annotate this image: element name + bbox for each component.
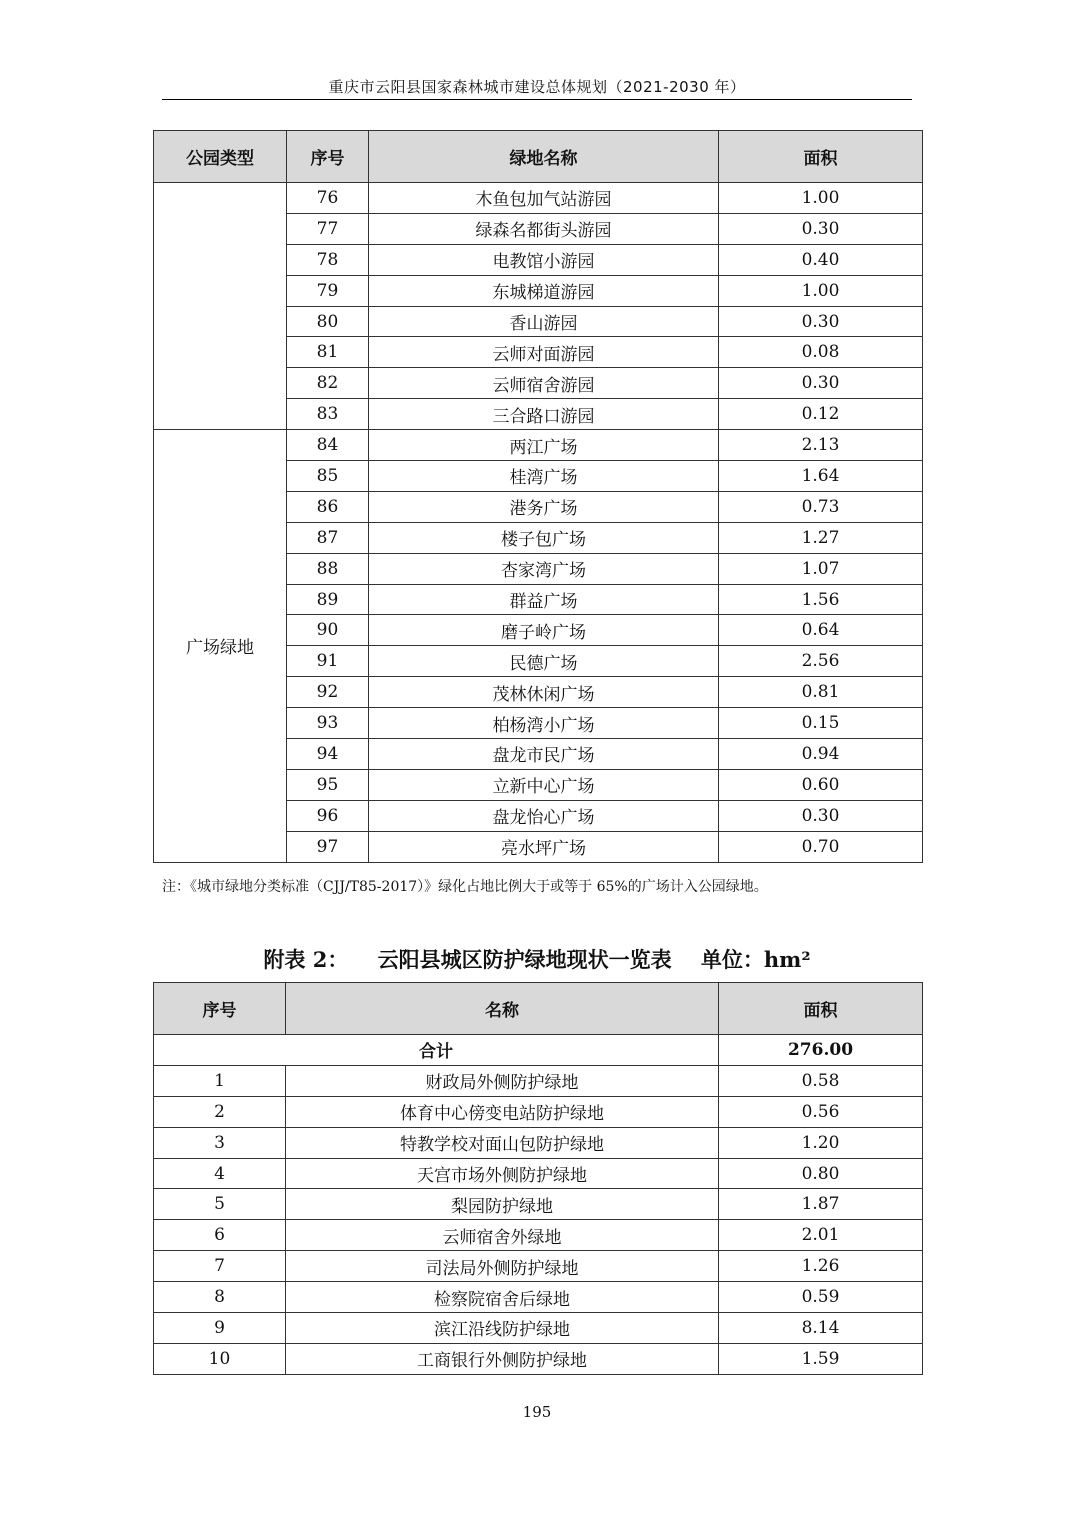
name-cell: 两江广场 bbox=[369, 430, 719, 461]
name-cell: 云师宿舍外绿地 bbox=[286, 1220, 719, 1251]
area-cell: 0.30 bbox=[719, 368, 923, 399]
table-header-row bbox=[154, 983, 923, 1035]
area-cell: 2.56 bbox=[719, 646, 923, 677]
number-cell: 87 bbox=[287, 522, 369, 553]
name-cell: 工商银行外侧防护绿地 bbox=[286, 1343, 719, 1374]
name-cell: 民德广场 bbox=[369, 646, 719, 677]
area-cell: 0.30 bbox=[719, 306, 923, 337]
number-cell: 4 bbox=[154, 1158, 286, 1189]
protective-greenland-table bbox=[153, 982, 923, 1375]
name-cell: 天宫市场外侧防护绿地 bbox=[286, 1158, 719, 1189]
area-cell: 0.30 bbox=[719, 213, 923, 244]
column-header-name: 名称 bbox=[286, 983, 719, 1035]
name-cell: 港务广场 bbox=[369, 491, 719, 522]
name-cell: 香山游园 bbox=[369, 306, 719, 337]
name-cell: 柏杨湾小广场 bbox=[369, 708, 719, 739]
table-row bbox=[154, 1343, 923, 1374]
name-cell: 三合路口游园 bbox=[369, 399, 719, 430]
table-caption: 附表 2： 云阳县城区防护绿地现状一览表 单位：hm² bbox=[263, 947, 811, 972]
table-row bbox=[154, 1189, 923, 1220]
name-cell: 云师对面游园 bbox=[369, 337, 719, 368]
number-cell: 2 bbox=[154, 1096, 286, 1127]
number-cell: 7 bbox=[154, 1251, 286, 1282]
name-cell: 绿森名都街头游园 bbox=[369, 213, 719, 244]
number-cell: 77 bbox=[287, 213, 369, 244]
column-header-number: 序号 bbox=[154, 983, 286, 1035]
page-number: 195 bbox=[522, 1403, 552, 1421]
table-row bbox=[154, 1065, 923, 1096]
number-cell: 83 bbox=[287, 399, 369, 430]
area-cell: 0.70 bbox=[719, 831, 923, 862]
area-cell: 1.26 bbox=[719, 1251, 923, 1282]
park-table bbox=[153, 130, 923, 863]
area-cell: 0.64 bbox=[719, 615, 923, 646]
name-cell: 滨江沿线防护绿地 bbox=[286, 1313, 719, 1344]
name-cell: 木鱼包加气站游园 bbox=[369, 183, 719, 214]
area-cell: 1.87 bbox=[719, 1189, 923, 1220]
name-cell: 亮水坪广场 bbox=[369, 831, 719, 862]
table-note: 注：《城市绿地分类标准（CJJ/T85-2017）》绿化占地比例大于或等于 65%的广场计入公园绿地。 bbox=[162, 879, 768, 895]
table-row bbox=[154, 1282, 923, 1313]
number-cell: 76 bbox=[287, 183, 369, 214]
name-cell: 立新中心广场 bbox=[369, 769, 719, 800]
total-label: 合计 bbox=[154, 1035, 719, 1066]
table-row bbox=[154, 1220, 923, 1251]
name-cell: 财政局外侧防护绿地 bbox=[286, 1065, 719, 1096]
name-cell: 东城梯道游园 bbox=[369, 275, 719, 306]
name-cell: 电教馆小游园 bbox=[369, 244, 719, 275]
number-cell: 82 bbox=[287, 368, 369, 399]
name-cell: 体育中心傍变电站防护绿地 bbox=[286, 1096, 719, 1127]
number-cell: 9 bbox=[154, 1313, 286, 1344]
number-cell: 86 bbox=[287, 491, 369, 522]
area-cell: 0.40 bbox=[719, 244, 923, 275]
area-cell: 1.27 bbox=[719, 522, 923, 553]
name-cell: 盘龙怡心广场 bbox=[369, 800, 719, 831]
area-cell: 1.07 bbox=[719, 553, 923, 584]
name-cell: 磨子岭广场 bbox=[369, 615, 719, 646]
name-cell: 群益广场 bbox=[369, 584, 719, 615]
area-cell: 0.60 bbox=[719, 769, 923, 800]
number-cell: 93 bbox=[287, 708, 369, 739]
area-cell: 0.56 bbox=[719, 1096, 923, 1127]
number-cell: 6 bbox=[154, 1220, 286, 1251]
area-cell: 0.30 bbox=[719, 800, 923, 831]
name-cell: 云师宿舍游园 bbox=[369, 368, 719, 399]
area-cell: 2.13 bbox=[719, 430, 923, 461]
name-cell: 楼子包广场 bbox=[369, 522, 719, 553]
number-cell: 8 bbox=[154, 1282, 286, 1313]
number-cell: 92 bbox=[287, 677, 369, 708]
number-cell: 97 bbox=[287, 831, 369, 862]
area-cell: 1.64 bbox=[719, 461, 923, 492]
area-cell: 0.59 bbox=[719, 1282, 923, 1313]
number-cell: 91 bbox=[287, 646, 369, 677]
area-cell: 2.01 bbox=[719, 1220, 923, 1251]
area-cell: 0.12 bbox=[719, 399, 923, 430]
park-type-cell: 广场绿地 bbox=[154, 430, 287, 862]
number-cell: 85 bbox=[287, 461, 369, 492]
name-cell: 检察院宿舍后绿地 bbox=[286, 1282, 719, 1313]
area-cell: 8.14 bbox=[719, 1313, 923, 1344]
header-rule bbox=[162, 99, 912, 100]
number-cell: 81 bbox=[287, 337, 369, 368]
total-value: 276.00 bbox=[719, 1035, 923, 1066]
name-cell: 桂湾广场 bbox=[369, 461, 719, 492]
table-header-row bbox=[154, 131, 923, 183]
column-header-number: 序号 bbox=[287, 131, 369, 183]
table-row bbox=[154, 183, 923, 214]
name-cell: 特教学校对面山包防护绿地 bbox=[286, 1127, 719, 1158]
table-row bbox=[154, 430, 923, 461]
table-row bbox=[154, 1251, 923, 1282]
area-cell: 0.73 bbox=[719, 491, 923, 522]
area-cell: 0.81 bbox=[719, 677, 923, 708]
total-row bbox=[154, 1035, 923, 1066]
area-cell: 0.58 bbox=[719, 1065, 923, 1096]
area-cell: 0.80 bbox=[719, 1158, 923, 1189]
running-header: 重庆市云阳县国家森林城市建设总体规划（2021-2030 年） bbox=[328, 78, 746, 96]
table-row bbox=[154, 1313, 923, 1344]
column-header-area: 面积 bbox=[719, 131, 923, 183]
column-header-park-type: 公园类型 bbox=[154, 131, 287, 183]
name-cell: 茂林休闲广场 bbox=[369, 677, 719, 708]
area-cell: 1.56 bbox=[719, 584, 923, 615]
name-cell: 盘龙市民广场 bbox=[369, 739, 719, 770]
name-cell: 杏家湾广场 bbox=[369, 553, 719, 584]
column-header-area: 面积 bbox=[719, 983, 923, 1035]
number-cell: 95 bbox=[287, 769, 369, 800]
number-cell: 88 bbox=[287, 553, 369, 584]
area-cell: 1.20 bbox=[719, 1127, 923, 1158]
area-cell: 0.94 bbox=[719, 739, 923, 770]
area-cell: 0.15 bbox=[719, 708, 923, 739]
area-cell: 1.59 bbox=[719, 1343, 923, 1374]
number-cell: 96 bbox=[287, 800, 369, 831]
area-cell: 0.08 bbox=[719, 337, 923, 368]
name-cell: 梨园防护绿地 bbox=[286, 1189, 719, 1220]
number-cell: 10 bbox=[154, 1343, 286, 1374]
number-cell: 89 bbox=[287, 584, 369, 615]
park-type-cell bbox=[154, 183, 287, 430]
area-cell: 1.00 bbox=[719, 183, 923, 214]
area-cell: 1.00 bbox=[719, 275, 923, 306]
table-row bbox=[154, 1158, 923, 1189]
column-header-name: 绿地名称 bbox=[369, 131, 719, 183]
number-cell: 79 bbox=[287, 275, 369, 306]
number-cell: 1 bbox=[154, 1065, 286, 1096]
number-cell: 90 bbox=[287, 615, 369, 646]
table-row bbox=[154, 1096, 923, 1127]
number-cell: 84 bbox=[287, 430, 369, 461]
number-cell: 94 bbox=[287, 739, 369, 770]
number-cell: 3 bbox=[154, 1127, 286, 1158]
table-row bbox=[154, 1127, 923, 1158]
name-cell: 司法局外侧防护绿地 bbox=[286, 1251, 719, 1282]
number-cell: 5 bbox=[154, 1189, 286, 1220]
number-cell: 80 bbox=[287, 306, 369, 337]
number-cell: 78 bbox=[287, 244, 369, 275]
